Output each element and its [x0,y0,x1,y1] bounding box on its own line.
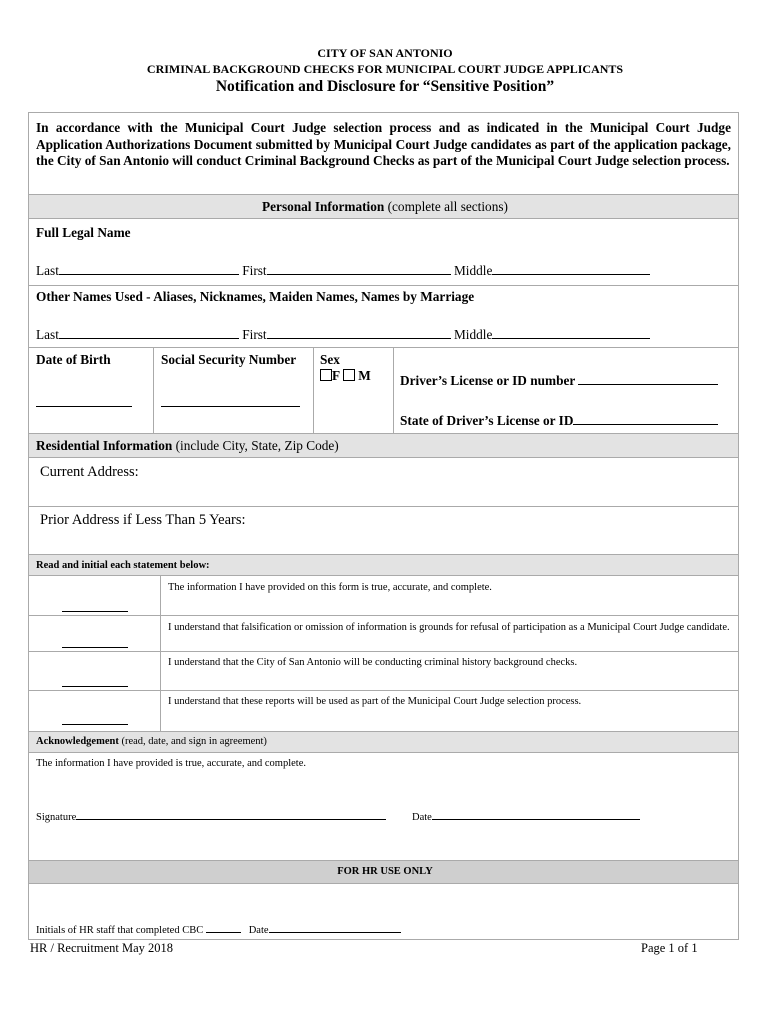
alias-first-field[interactable] [267,327,451,339]
hr-date-label: Date [248,925,269,936]
signature-label: Signature [36,812,77,823]
divider [28,554,739,555]
middle-name-label: Middle [453,263,493,278]
dl-state-field[interactable] [573,413,718,425]
statements-heading: Read and initial each statement below: [36,560,210,571]
divider [28,615,739,616]
col-divider [393,347,394,433]
first-name-field[interactable] [267,263,451,275]
statement-2: I understand that falsification or omission of information is grounds for refusal of participation as a Municipal Court Judge candidate. [168,622,730,633]
initial-field-4[interactable] [62,713,128,725]
dob-field[interactable] [36,395,132,407]
divider [28,285,739,286]
dl-number-label: Driver’s License or ID number [400,373,576,388]
sex-f-checkbox[interactable] [320,369,332,381]
sex-label: Sex [320,352,340,367]
full-legal-name-label: Full Legal Name [36,225,131,240]
divider [28,883,739,884]
residential-heading [36,438,339,454]
intro-paragraph: In accordance with the Municipal Court Judge selection process and as indicated in the Municipal Court Judge Application Authorizations Document submitted by Municipal Court Judge candidates as part of the application package, the City of San Antonio will conduct Criminal Background Checks as part of the Municipal Court Judge selection process. [36,120,731,168]
signature-field[interactable] [76,810,386,820]
divider [28,752,739,753]
acknowledgement-text: The information I have provided is true, accurate, and complete. [36,758,306,769]
divider [28,433,739,434]
sex-f-label: F [332,368,340,383]
initial-field-2[interactable] [62,636,128,648]
dl-number-row [400,373,718,389]
divider [28,218,739,219]
divider [28,575,739,576]
page-title: Notification and Disclosure for “Sensitive Position” [215,78,555,95]
col-divider [153,347,154,433]
alias-last-field[interactable] [59,327,239,339]
prior-address-field[interactable] [29,507,738,553]
residential-note: (include City, State, Zip Code) [175,438,339,453]
hr-date-field[interactable] [269,923,401,933]
col-divider [160,575,161,731]
col-divider [313,347,314,433]
dl-state-label: State of Driver’s License or ID [400,413,574,428]
dl-state-row [400,413,718,429]
ssn-field[interactable] [161,395,300,407]
alias-middle-label: Middle [453,327,493,342]
acknowledgement-title: Acknowledgement [36,736,119,747]
current-address-field[interactable] [29,458,738,505]
divider [28,651,739,652]
sex-m-label: M [358,368,371,383]
footer-left: HR / Recruitment May 2018 [30,941,174,955]
header-subtitle: CRIMINAL BACKGROUND CHECKS FOR MUNICIPAL COURT JUDGE APPLICANTS [146,62,624,76]
sex-m-checkbox[interactable] [343,369,355,381]
divider [28,860,739,861]
dob-label: Date of Birth [36,352,111,367]
alias-middle-field[interactable] [492,327,650,339]
legal-name-row [36,263,650,279]
sex-options [320,368,371,384]
middle-name-field[interactable] [492,263,650,275]
acknowledgement-heading [36,736,267,747]
personal-info-note: (complete all sections) [387,199,508,214]
residential-title: Residential Information [36,438,173,453]
alias-first-label: First [242,327,267,342]
ssn-label: Social Security Number [161,352,297,367]
personal-info-heading [0,199,770,215]
statement-3: I understand that the City of San Antonio will be conducting criminal history background checks. [168,657,578,668]
statement-1: The information I have provided on this form is true, accurate, and complete. [168,582,492,593]
ack-date-row [412,810,640,823]
last-name-label: Last [36,263,59,278]
header-city: CITY OF SAN ANTONIO [317,46,453,60]
divider [28,347,739,348]
page-number: Page 1 of 1 [641,941,698,955]
hr-initials-label: Initials of HR staff that completed CBC [36,925,204,936]
ack-date-label: Date [412,812,432,823]
last-name-field[interactable] [59,263,239,275]
dl-number-field[interactable] [578,373,718,385]
signature-row [36,810,386,823]
initial-field-1[interactable] [62,600,128,612]
other-names-label: Other Names Used - Aliases, Nicknames, Maiden Names, Names by Marriage [36,289,475,304]
current-address-label: Current Address: [40,464,139,480]
personal-info-title: Personal Information [262,199,385,214]
divider [28,690,739,691]
divider [28,731,739,732]
prior-address-label: Prior Address if Less Than 5 Years: [40,512,246,528]
statement-4: I understand that these reports will be used as part of the Municipal Court Judge selection process. [168,696,582,707]
other-names-row [36,327,650,343]
alias-last-label: Last [36,327,59,342]
divider [28,194,739,195]
hr-initials-field[interactable] [206,923,241,933]
ack-date-field[interactable] [432,810,640,820]
hr-row [36,923,401,936]
initial-field-3[interactable] [62,675,128,687]
hr-heading: FOR HR USE ONLY [337,866,433,877]
first-name-label: First [242,263,267,278]
acknowledgement-note: (read, date, and sign in agreement) [121,736,267,747]
